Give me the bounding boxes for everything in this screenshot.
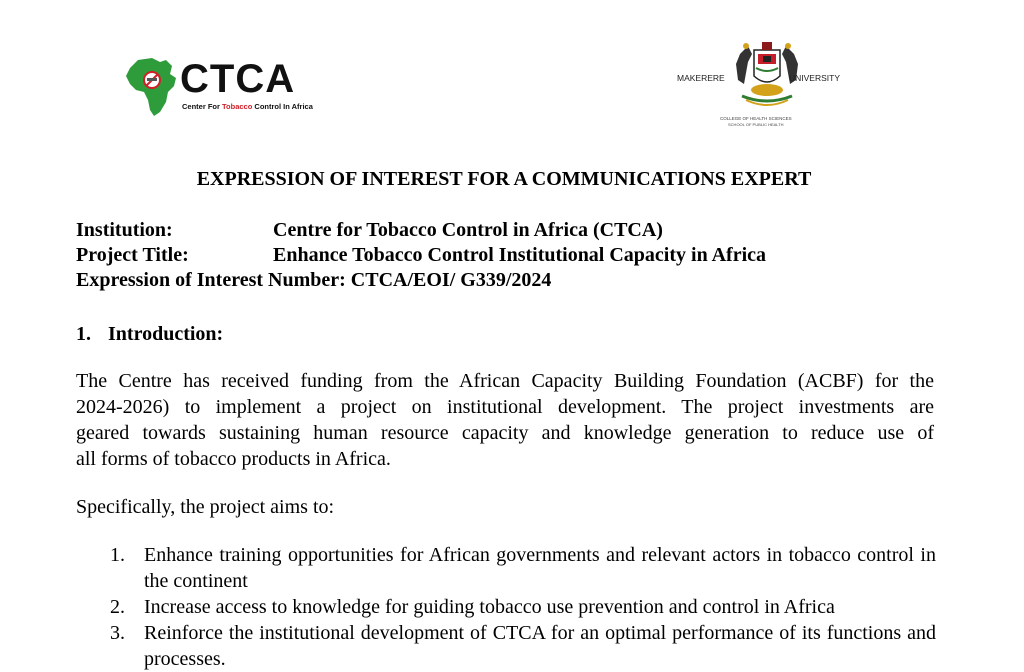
list-item-number: 2. (110, 596, 125, 618)
paragraph-line: The Centre has received funding from the African Capacity Building Foundation (ACBF) for the (76, 370, 934, 392)
list-item (110, 542, 936, 594)
intro-paragraph (76, 368, 934, 472)
section-number: 1. (76, 323, 91, 345)
project-title-value: Enhance Tobacco Control Institutional Capacity in Africa (273, 244, 767, 266)
paragraph-line: geared towards sustaining human resource capacity and knowledge generation to reduce use of (76, 422, 934, 444)
makerere-text-right: UNIVERSITY (789, 73, 841, 83)
list-item-text: Reinforce the institutional development of CTCA for an optimal performance of its functions and processes. (144, 622, 936, 670)
document-title: EXPRESSION OF INTEREST FOR A COMMUNICATIONS EXPERT (196, 168, 812, 190)
makerere-text-left: MAKERERE (677, 73, 725, 83)
ctca-logo (124, 56, 324, 118)
list-item-text: Enhance training opportunities for African governments and relevant actors in tobacco control in the continent (144, 544, 936, 592)
list-item (110, 594, 936, 620)
section-title: Introduction: (108, 323, 224, 345)
list-item-number: 1. (110, 544, 125, 566)
institution-label: Institution: (76, 219, 173, 241)
meta-eoi-number: Expression of Interest Number: CTCA/EOI/ G339/2024 (76, 269, 552, 291)
ctca-tagline-part3: Control In Africa (252, 102, 313, 111)
list-item (110, 620, 936, 672)
project-title-label: Project Title: (76, 244, 189, 266)
ctca-wordmark: CTCA (180, 57, 296, 101)
makerere-caption-school: SCHOOL OF PUBLIC HEALTH (728, 122, 784, 127)
africa-map-icon (124, 56, 184, 118)
ctca-tagline-part1: Center For (182, 102, 223, 111)
list-item-number: 3. (110, 622, 125, 644)
makerere-logo (672, 40, 862, 130)
paragraph-line: all forms of tobacco products in Africa. (76, 448, 391, 470)
aims-list (110, 542, 936, 672)
makerere-caption-college: COLLEGE OF HEALTH SCIENCES (720, 116, 792, 121)
list-item-text: Increase access to knowledge for guiding tobacco use prevention and control in Africa (144, 596, 835, 618)
ctca-tagline-part2: Tobacco (222, 102, 253, 111)
paragraph-line: 2024-2026) to implement a project on institutional development. The project investments are (76, 396, 934, 418)
ctca-tagline (182, 102, 313, 111)
section-heading-introduction (76, 321, 223, 347)
institution-value: Centre for Tobacco Control in Africa (CTCA) (273, 219, 663, 241)
aims-intro: Specifically, the project aims to: (76, 496, 335, 518)
